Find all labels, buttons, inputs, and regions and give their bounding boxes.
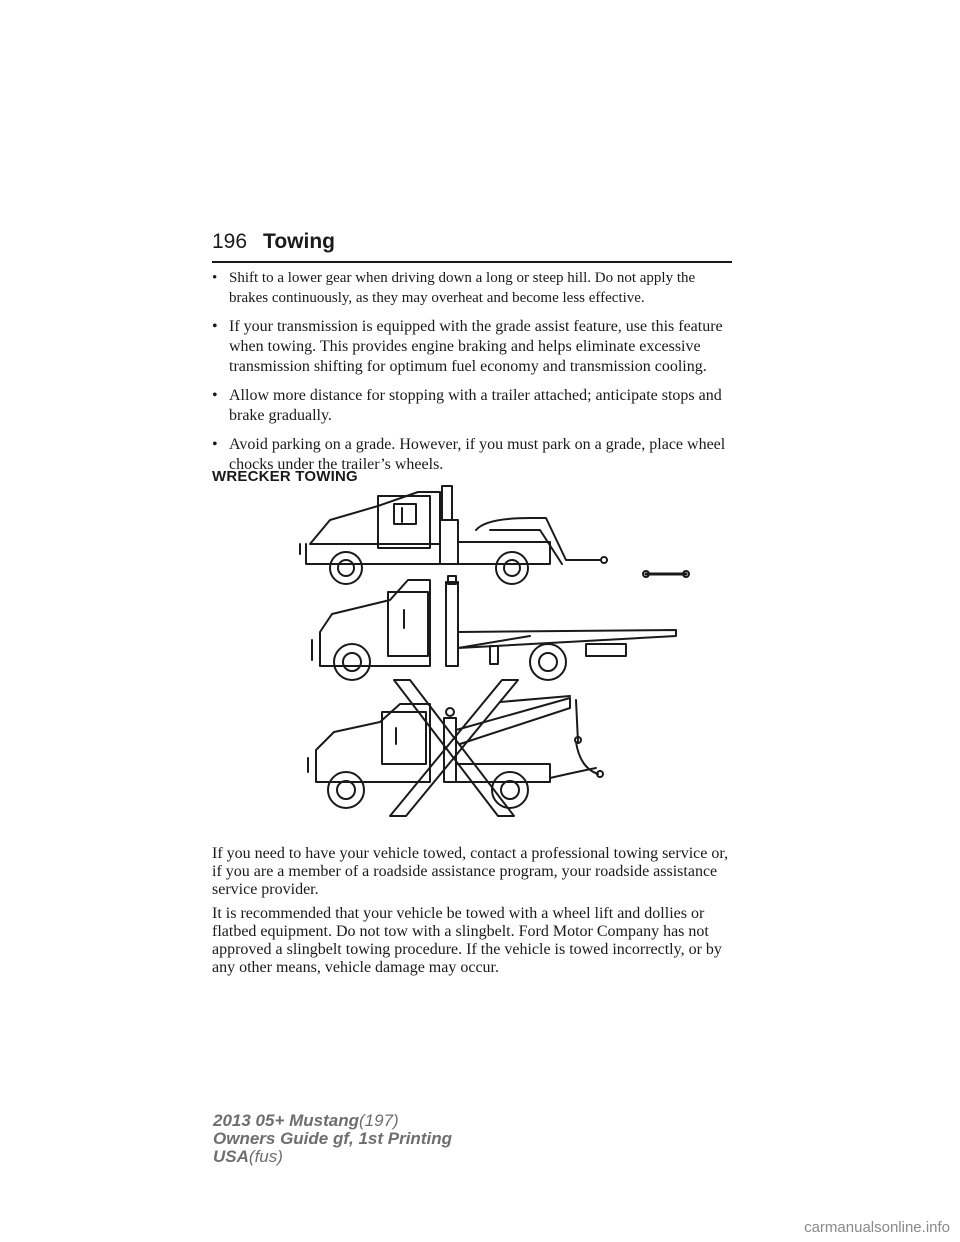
bullet-marker: • [212,318,218,335]
towing-instructions [212,845,736,983]
bullet-marker: • [212,387,218,404]
footer-line: USA(fus) [213,1147,283,1166]
flatbed-truck-illustration [312,576,676,680]
list-item [212,386,732,426]
section-title: Towing [263,230,335,253]
wrecker-towing-heading: WRECKER TOWING [212,468,358,485]
tips-list [212,268,732,484]
site-watermark: carmanualsonline.info [804,1219,950,1236]
page-number: 196 [212,230,248,253]
list-item-text: Allow more distance for stopping with a trailer attached; anticipate stops and brake gradually. [229,387,722,424]
list-item [212,268,732,308]
footer-line: Owners Guide gf, 1st Printing [213,1129,452,1148]
paragraph: If you need to have your vehicle towed, contact a professional towing service or, if you are a member of a roadside assistance program, your roadside assistance service provider. [212,845,729,898]
list-item [212,317,732,377]
list-item-text: If your transmission is equipped with the grade assist feature, use this feature when towing. This provides engine braking and helps eliminate excessive transmission shifting for optimum fuel economy and transmission cooling. [229,318,723,375]
header-rule [212,261,732,263]
wheel-lift-truck-illustration [300,486,689,584]
page-header [212,230,732,254]
footer-line: 2013 05+ Mustang(197) [213,1111,399,1130]
print-footer [213,1112,452,1166]
bullet-marker: • [212,270,218,286]
paragraph: It is recommended that your vehicle be towed with a wheel lift and dollies or flatbed equipment. Do not tow with a slingbelt. Ford Motor Company has not approved a slingbelt towing procedure. If the vehicle is towed incorrectly, or by any other means, vehicle damage may occur. [212,905,722,976]
list-item-text: Shift to a lower gear when driving down a long or steep hill. Do not apply the brakes continuously, as they may overheat and become less effective. [229,270,696,306]
bullet-marker: • [212,436,218,453]
list-item-text: Avoid parking on a grade. However, if you must park on a grade, place wheel chocks under the trailer’s wheels. [229,436,726,473]
slingbelt-truck-illustration [308,696,603,808]
wrecker-towing-illustration [290,482,710,830]
prohibited-x-icon [390,680,518,816]
